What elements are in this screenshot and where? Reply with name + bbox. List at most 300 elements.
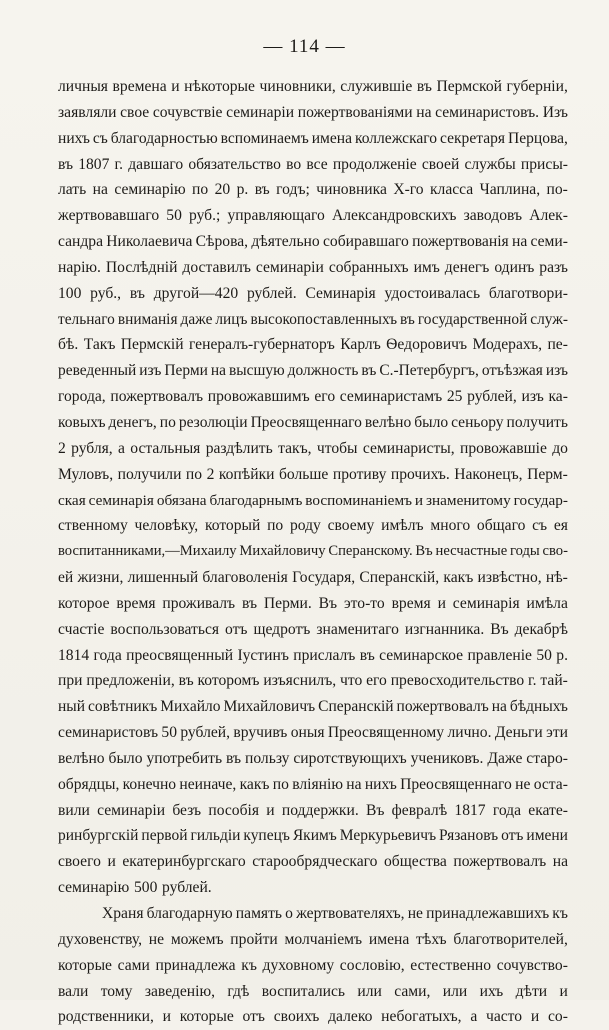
word: купецъ	[243, 827, 290, 845]
word: которое	[58, 594, 110, 612]
word: прислалъ	[293, 646, 356, 664]
word: 2	[58, 439, 66, 457]
word: Государя,	[292, 569, 356, 587]
text-line	[58, 565, 568, 591]
word: Въ	[415, 543, 433, 560]
word: въ	[241, 594, 258, 612]
text-line	[58, 100, 568, 126]
word: 50	[166, 207, 182, 225]
word: сеньору	[451, 413, 504, 431]
text-line	[58, 875, 568, 901]
word: сандра	[58, 233, 104, 251]
word: рублей,	[467, 388, 517, 406]
text-line	[58, 74, 568, 100]
word: семинарія	[452, 594, 520, 612]
word: вали	[58, 982, 89, 1000]
text-line	[58, 513, 568, 539]
word: губерніи,	[506, 78, 568, 95]
word: службы	[464, 155, 516, 173]
word: денегъ	[444, 258, 490, 276]
word: 500	[133, 879, 158, 897]
word: коллежскаго	[354, 129, 438, 147]
word: остальныя	[130, 439, 201, 457]
word: генералъ-губернаторъ	[188, 336, 335, 354]
word: годъ;	[276, 181, 310, 199]
text-line	[58, 488, 568, 514]
text-line	[58, 617, 568, 643]
word: присы-	[520, 155, 568, 173]
word: служ-	[530, 310, 568, 328]
word: Іустинъ	[237, 646, 289, 664]
word: ковыхъ	[58, 413, 106, 431]
word: благодарностью	[110, 129, 218, 147]
word: года	[492, 801, 522, 819]
word: воспоминаніемъ	[305, 491, 412, 509]
word: время	[391, 594, 431, 612]
word: благотвори-	[488, 284, 568, 302]
word: сиротствующихъ	[293, 749, 407, 767]
word: старо-	[526, 749, 568, 767]
word: сочувство-	[496, 956, 568, 974]
word: семинаріи	[97, 801, 166, 819]
word: благотворителей,	[453, 930, 568, 948]
word: тельнаго	[58, 310, 115, 328]
word: провожавшимъ	[207, 388, 310, 406]
word: секретаря	[440, 129, 506, 147]
word: государ-	[513, 491, 568, 509]
word: пожертвованія	[412, 233, 509, 251]
word: семинаристамъ	[339, 388, 443, 406]
word: служившіе	[340, 78, 413, 95]
word: много	[430, 517, 471, 535]
word: велѣно	[58, 749, 105, 767]
word: счастіе	[58, 620, 105, 638]
word: въ	[400, 310, 415, 328]
word: или	[442, 982, 468, 1000]
word: оныя	[290, 724, 325, 742]
word: старообрядческаго	[252, 853, 378, 871]
word: пе-	[547, 336, 568, 354]
word: какъ	[443, 569, 474, 587]
word: благодарнымъ	[209, 491, 303, 509]
word: часто	[486, 1008, 523, 1026]
word: во	[286, 155, 302, 173]
word: имъ	[413, 258, 440, 276]
text-line	[58, 177, 568, 203]
word: имѣла	[526, 594, 568, 612]
word: нѣ-	[545, 569, 568, 587]
word: С.-Петербургъ,	[379, 362, 479, 380]
word: пожертвовалъ	[453, 853, 547, 871]
word: правленіе	[467, 646, 532, 664]
word: пользу	[245, 749, 290, 767]
word: нѣкоторые	[184, 78, 255, 95]
word: рубля,	[71, 439, 113, 457]
word: время	[116, 594, 156, 612]
word: общаго	[476, 517, 526, 535]
word: разъ	[539, 258, 568, 276]
word: сословію,	[339, 956, 405, 974]
word: ринбургскій	[58, 827, 139, 845]
word: 20	[214, 181, 231, 199]
word: употребить	[146, 749, 223, 767]
word: города,	[58, 388, 106, 406]
word: изъ	[545, 362, 568, 380]
page-number: — 114 —	[263, 36, 346, 57]
word: ка-	[548, 388, 568, 406]
word: оста-	[533, 775, 568, 793]
word: имѣлъ	[381, 517, 424, 535]
word: естественно	[410, 956, 492, 974]
word: отъ	[501, 827, 524, 845]
word: тай-	[540, 672, 568, 690]
word: ный	[58, 698, 86, 716]
text-line	[58, 384, 568, 410]
word: Перм-	[527, 465, 568, 483]
text-line	[58, 462, 568, 488]
word: руб.,	[90, 284, 122, 302]
word: конечно	[122, 775, 177, 793]
word: на	[511, 233, 528, 251]
word: поддержки.	[281, 801, 359, 819]
word: изъяснилъ,	[263, 672, 337, 690]
word: Наконецъ,	[454, 465, 523, 483]
word: чиновники,	[259, 78, 336, 95]
word: вліянію	[292, 775, 343, 793]
word: и	[437, 594, 446, 612]
word: духовному	[262, 956, 335, 974]
word: семинарія	[88, 491, 154, 509]
word: съ	[532, 517, 548, 535]
word: пособія	[208, 801, 260, 819]
word: было	[108, 749, 143, 767]
word: духовенству,	[58, 930, 142, 948]
word: своихъ	[273, 1008, 320, 1026]
word: въ	[226, 749, 242, 767]
text-line	[58, 229, 568, 255]
word: къ	[241, 956, 257, 974]
word: Преосвященнаго	[400, 775, 512, 793]
word: совѣтникъ	[87, 698, 158, 716]
word: воспитались	[261, 982, 346, 1000]
word: Карлъ	[340, 336, 381, 354]
word: какъ	[239, 775, 270, 793]
word: по	[272, 775, 289, 793]
text-line	[58, 772, 568, 798]
word: эти	[546, 724, 568, 742]
word: пожертвовалъ	[110, 388, 204, 406]
word: Сперанскому.	[328, 543, 413, 560]
word: высокопоставленныхъ	[250, 310, 398, 328]
word: и	[107, 853, 116, 871]
word: дѣятельно	[251, 233, 320, 251]
word: ихъ	[479, 982, 504, 1000]
word: семи-	[530, 233, 568, 251]
word: не	[148, 930, 165, 948]
text-line	[58, 746, 568, 772]
word: 50	[536, 646, 552, 664]
word: неиначе,	[179, 775, 237, 793]
word: своему	[327, 517, 375, 535]
word: вили	[58, 801, 90, 819]
text-line	[58, 410, 568, 436]
word: жертвовавшаго	[58, 207, 160, 225]
word: чиновника	[316, 181, 387, 199]
word: нихъ	[58, 129, 90, 147]
word: въ	[361, 362, 377, 380]
word: отъ	[242, 1008, 265, 1026]
word: должность	[287, 362, 359, 380]
word: къ	[552, 905, 568, 922]
word: управляющаго	[227, 207, 325, 225]
text-line	[58, 1004, 568, 1030]
text-line	[58, 798, 568, 824]
word: декабрѣ	[514, 620, 568, 638]
word: Въ	[318, 594, 338, 612]
word: давшаго	[128, 155, 184, 173]
word: денегъ,	[108, 413, 157, 431]
page-body-text	[58, 74, 568, 1030]
word: получить	[506, 413, 568, 431]
word: Даже	[487, 749, 523, 767]
word: екатеринбургскаго	[122, 853, 246, 871]
word: доставилъ	[182, 258, 251, 276]
word: на	[416, 103, 432, 121]
word: которые	[58, 956, 112, 974]
word: Меркурьевичъ	[339, 827, 437, 845]
word: екате-	[528, 801, 568, 819]
word: Перми.	[263, 594, 312, 612]
word: ственному	[58, 517, 128, 535]
text-line	[58, 643, 568, 669]
word: 1814	[58, 646, 90, 664]
word: Сперанскій	[318, 698, 394, 716]
word: годы	[509, 543, 540, 560]
word: 50	[161, 724, 177, 742]
word: своего	[58, 853, 101, 871]
word: отъѣзжая	[481, 362, 543, 380]
word: ей	[58, 569, 74, 587]
word: лишенный	[127, 569, 199, 587]
text-line	[58, 126, 568, 152]
word: 1807	[78, 155, 110, 173]
word: г.	[528, 672, 537, 690]
word: о	[285, 905, 293, 922]
word: по	[267, 517, 284, 535]
word: знаменитаго	[316, 620, 399, 638]
text-line	[58, 591, 568, 617]
word: рублей.	[246, 284, 297, 302]
word: удостоивалась	[384, 284, 481, 302]
word: вниманія	[117, 310, 178, 328]
word: и	[559, 982, 568, 1000]
word: принадлежа	[155, 956, 236, 974]
word: Якимъ	[292, 827, 337, 845]
word: и	[162, 1008, 171, 1026]
text-line	[58, 720, 568, 746]
word: сами	[117, 956, 150, 974]
word: благодарную	[146, 905, 233, 922]
word: его	[366, 672, 387, 690]
word: имени	[526, 827, 568, 845]
word: въ	[129, 284, 145, 302]
word: Алек-	[529, 207, 568, 225]
word: человѣку,	[134, 517, 199, 535]
text-line	[58, 901, 568, 927]
word: семинарію	[114, 181, 186, 199]
word: по	[185, 465, 203, 483]
word: высшую	[229, 362, 285, 380]
word: въ	[58, 155, 74, 173]
word: который	[204, 517, 261, 535]
word: по	[159, 413, 176, 431]
word: на	[346, 775, 362, 793]
word: Перцова,	[507, 129, 568, 147]
word: Изъ	[542, 103, 568, 121]
word: Ѳедоровичъ	[386, 336, 468, 354]
word: собранныхъ	[328, 258, 409, 276]
text-line	[58, 307, 568, 333]
text-line	[58, 668, 568, 694]
word: несчастные	[435, 543, 508, 560]
text-line	[58, 436, 568, 462]
word: жертвователяхъ,	[296, 905, 405, 922]
word: гдѣ	[227, 982, 250, 1000]
word: времена	[112, 78, 167, 95]
word: со-	[547, 1008, 568, 1026]
word: до	[552, 439, 568, 457]
word: Деньги	[494, 724, 543, 742]
word: по	[192, 181, 209, 199]
word: роду	[289, 517, 321, 535]
text-line	[58, 203, 568, 229]
text-line	[58, 979, 568, 1005]
word: обязана	[156, 491, 207, 509]
text-line	[58, 694, 568, 720]
word: семинаристовъ.	[435, 103, 540, 121]
word: Николаевича	[106, 233, 193, 251]
word: что	[340, 672, 363, 690]
word: дѣти	[515, 982, 548, 1000]
word: вспоминаемъ	[220, 129, 309, 147]
word: сочувствіе	[152, 103, 223, 121]
word: своей	[421, 155, 460, 173]
word: февралѣ	[391, 801, 448, 819]
word: года	[93, 646, 122, 664]
word: Михайловичъ	[223, 698, 316, 716]
word: это-то	[343, 594, 385, 612]
word: заводовъ	[463, 207, 523, 225]
word: лать	[58, 181, 87, 199]
word: вручивъ	[233, 724, 288, 742]
text-line	[58, 332, 568, 358]
word: семинаріи	[226, 103, 295, 121]
word: Въ	[365, 801, 385, 819]
word: обрядцы,	[58, 775, 120, 793]
word: больше	[279, 465, 329, 483]
word: семинарію	[58, 879, 130, 897]
text-line	[58, 927, 568, 953]
word: Пермскій	[120, 336, 184, 354]
word: 2	[206, 465, 215, 483]
word: обязательство	[188, 155, 281, 173]
word: щедротъ	[253, 620, 311, 638]
word: тому	[100, 982, 133, 1000]
word: пожертвовалъ	[396, 698, 489, 716]
word: Въ	[490, 620, 509, 638]
word: Семинарія	[305, 284, 376, 302]
word: которые	[179, 1008, 234, 1026]
word: на	[210, 362, 227, 380]
word: продолженіе	[332, 155, 417, 173]
word: гильдіи	[190, 827, 241, 845]
word: имена	[368, 930, 410, 948]
word: резолюціи	[178, 413, 248, 431]
word: нарію.	[58, 258, 101, 276]
word: Муловъ,	[58, 465, 114, 483]
word: Такъ	[83, 336, 116, 354]
word: сами,	[394, 982, 431, 1000]
word: Рязановъ	[439, 827, 499, 845]
word: рублей,	[180, 724, 231, 742]
word: изгнанника.	[404, 620, 485, 638]
word: велѣно	[364, 413, 412, 431]
word: чтобы	[316, 439, 358, 457]
word: Пермской	[436, 78, 502, 95]
word: лицъ	[215, 310, 248, 328]
word: Преосвященному	[327, 724, 445, 742]
word: воспитанниками,—Михаилу	[58, 543, 237, 560]
word: изъ	[521, 388, 544, 406]
word: и	[530, 1008, 540, 1026]
word: ея	[553, 517, 568, 535]
word: Х-го	[393, 181, 424, 199]
text-line	[58, 953, 568, 979]
word: семинаристы,	[362, 439, 455, 457]
word: его	[314, 388, 336, 406]
word: проживалъ	[162, 594, 236, 612]
word: другой—420	[153, 284, 239, 302]
word: бѣдныхъ	[509, 698, 568, 716]
word: Перми	[164, 362, 208, 380]
word: учениковъ.	[410, 749, 484, 767]
word: а	[118, 439, 125, 457]
word: государственной	[417, 310, 528, 328]
text-line	[58, 849, 568, 875]
word: можемъ	[170, 930, 224, 948]
word: память	[235, 905, 283, 922]
word: Преосвященнаго	[250, 413, 362, 431]
word: далеко	[328, 1008, 373, 1026]
word: даже	[180, 310, 213, 328]
text-line	[58, 255, 568, 281]
word: противу	[332, 465, 387, 483]
word: Сперанскій,	[359, 569, 440, 587]
word: семинарское	[379, 646, 464, 664]
word: провожавшіе	[459, 439, 547, 457]
word: родственники,	[58, 1008, 154, 1026]
word: лично.	[447, 724, 492, 742]
word: рублей.	[162, 879, 212, 897]
word: на	[552, 853, 568, 871]
word: въ	[416, 78, 432, 95]
word: одинъ	[494, 258, 535, 276]
word: которомъ	[197, 672, 260, 690]
word: Сѣрова,	[195, 233, 249, 251]
text-line	[58, 539, 568, 565]
word: тѣхъ	[416, 930, 447, 948]
word: пожертвованіями	[297, 103, 413, 121]
